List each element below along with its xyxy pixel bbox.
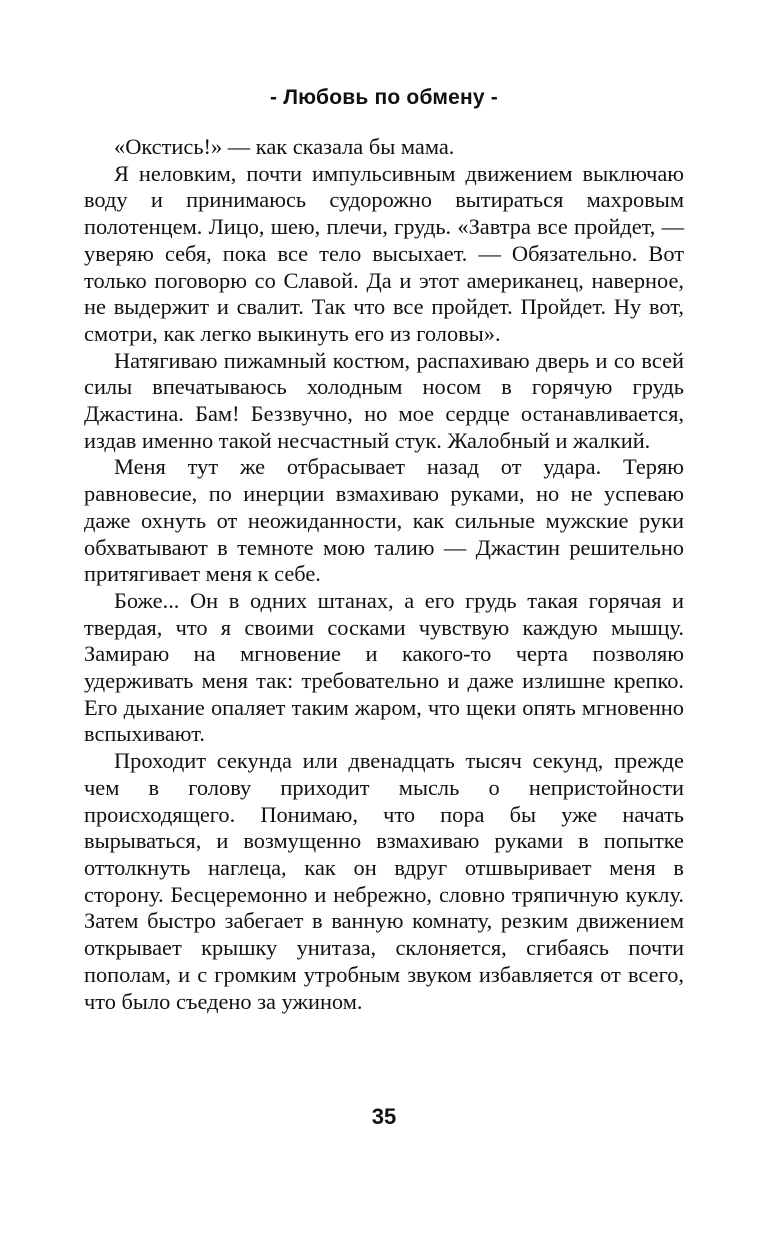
body-text (84, 134, 684, 1015)
paragraph-2: Я неловким, почти импульсивным движением выключаю воду и принимаюсь судорожно вытираться махровым полотенцем. Лицо, шею, плечи, грудь. «Завтра все пройдет, — уверяю себя, пока все тело высыхает. — Обязательно. Вот только поговорю со Славой. Да и этот американец, наверное, не выдержит и свалит. Так что все пройдет. Пройдет. Ну вот, смотри, как легко выкинуть его из головы». (84, 160, 684, 346)
page-number: 35 (371, 1104, 397, 1129)
paragraph-5: Боже... Он в одних штанах, а его грудь такая горячая и твердая, что я своими сосками чувствую каждую мышцу. Замираю на мгновение и какого-то черта позволяю удерживать меня так: требовательно и даже излишне крепко. Его дыхание опаляет таким жаром, что щеки опять мгновенно вспыхивают. (84, 587, 684, 747)
paragraph-6: Проходит секунда или двенадцать тысяч секунд, прежде чем в голову приходит мысль о непристойности происходящего. Понимаю, что пора бы уже начать вырываться, и возмущенно взмахиваю руками в попытке оттолкнуть наглеца, как он вдруг отшвыривает меня в сторону. Бесцеремонно и небрежно, словно тряпичную куклу. Затем быстро забегает в ванную комнату, резким движением открывает крышку унитаза, склоняется, сгибаясь почти пополам, и с громким утробным звуком избавляется от всего, что было съедено за ужином. (84, 748, 684, 1014)
paragraph-4: Меня тут же отбрасывает назад от удара. Теряю равновесие, по инерции взмахиваю руками, но не успеваю даже охнуть от неожиданности, как сильные мужские руки обхватывают в темноте мою талию — Джастин решительно притягивает меня к себе. (84, 454, 684, 587)
book-page (84, 0, 684, 1240)
paragraph-1: «Окстись!» — как сказала бы мама. (114, 134, 455, 159)
running-head: - Любовь по обмену - (270, 86, 498, 109)
paragraph-3: Натягиваю пижамный костюм, распахиваю дверь и со всей силы впечатываюсь холодным носом в горячую грудь Джастина. Бам! Беззвучно, но мое сердце останавливается, издав именно такой несчастный стук. Жалобный и жалкий. (84, 347, 684, 453)
